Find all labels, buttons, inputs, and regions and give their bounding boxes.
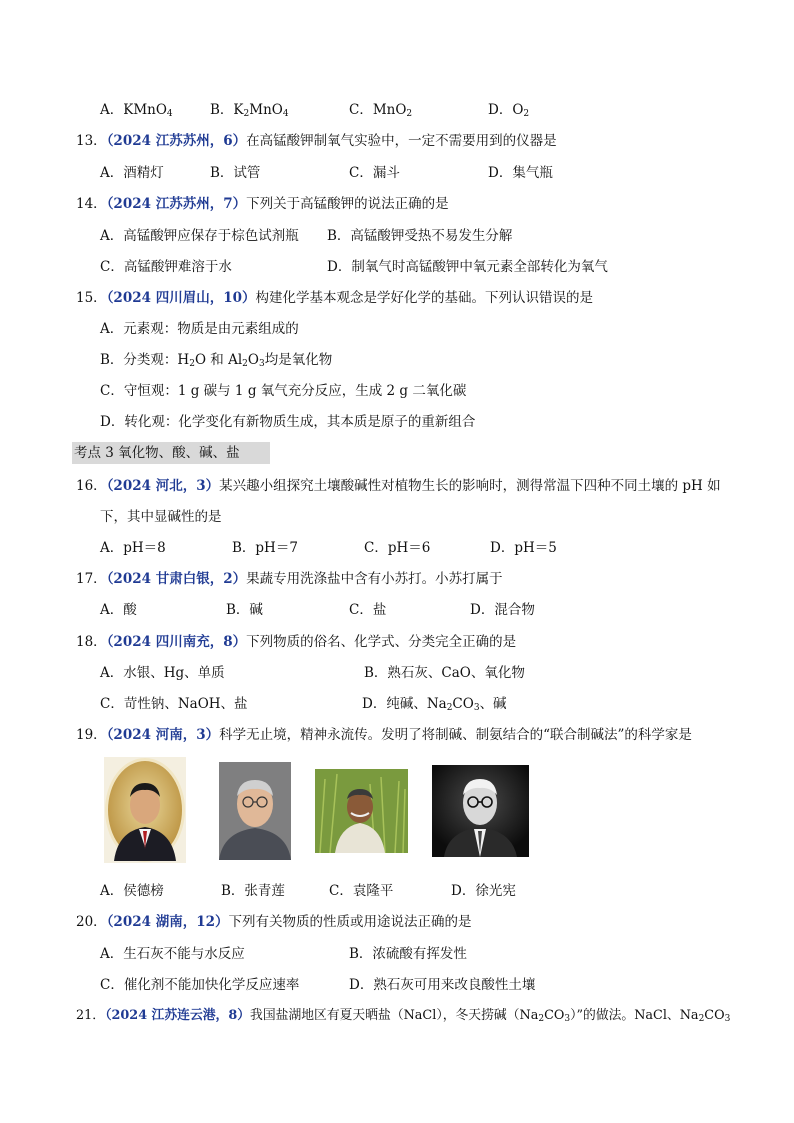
q15-stem: 15．（2024 四川眉山，10）构建化学基本观念是学好化学的基础。下列认识错误的是 [76,290,593,306]
q14-option-a: A．高锰酸钾应保存于棕色试剂瓶 [100,228,299,244]
q15-option-a: A．元素观：物质是由元素组成的 [100,321,299,337]
q18-option-d: D．纯碱、$Na_2CO_3$、碱 [362,696,507,713]
q19-option-a: A．侯德榜 [100,883,164,899]
q17-option-b: B．碱 [226,602,263,618]
q19-option-c: C．袁隆平 [329,883,394,899]
q20-option-b: B．浓硫酸有挥发性 [349,946,467,962]
q19-option-b: B．张青莲 [221,883,285,899]
q13-option-d: D．集气瓶 [488,165,553,181]
q16-option-a: A．pH＝8 [100,540,166,556]
q19-stem: 19．（2024 河南，3）科学无止境，精神永流传。发明了将制碱、制氨结合的“联合制碱法”的科学家是 [76,727,692,743]
q17-option-d: D．混合物 [470,602,535,618]
q13-option-c: C．漏斗 [349,165,400,181]
portrait-photo-a [104,757,186,863]
q12-option-d: D．$O_2$ [488,102,530,119]
q15-option-b: B．分类观：$H_2O$ 和 $Al_2O_3$均是氧化物 [100,352,333,369]
field-photo-c [315,769,408,853]
q17-option-a: A．酸 [100,602,137,618]
q13-stem: 13．（2024 江苏苏州，6）在高锰酸钾制氧气实验中，一定不需要用到的仪器是 [76,133,557,149]
section-header: 考点 3 氧化物、酸、碱、盐 [72,442,270,464]
q20-option-c: C．催化剂不能加快化学反应速率 [100,977,300,993]
q14-option-c: C．高锰酸钾难溶于水 [100,259,232,275]
q14-option-d: D．制氧气时高锰酸钾中氧元素全部转化为氧气 [327,259,608,275]
q12-option-c: C．MnO$_2$ [349,102,413,119]
q18-option-c: C．苛性钠、NaOH、盐 [100,696,248,712]
q16-option-c: C．pH＝6 [364,540,431,556]
portrait-photo-b [219,762,291,860]
q14-stem: 14．（2024 江苏苏州，7）下列关于高锰酸钾的说法正确的是 [76,196,449,212]
q18-option-b: B．熟石灰、CaO、氧化物 [364,665,525,681]
q16-stem-continued: 下，其中显碱性的是 [100,509,222,525]
q16-stem: 16．（2024 河北，3）某兴趣小组探究土壤酸碱性对植物生长的影响时，测得常温下四种不同土壤的 pH 如 [76,478,721,494]
q18-stem: 18．（2024 四川南充，8）下列物质的俗名、化学式、分类完全正确的是 [76,634,517,650]
q20-option-d: D．熟石灰可用来改良酸性土壤 [349,977,536,993]
q14-option-b: B．高锰酸钾受热不易发生分解 [327,228,513,244]
q20-stem: 20．（2024 湖南，12）下列有关物质的性质或用途说法正确的是 [76,914,472,930]
q21-stem: 21．（2024 江苏连云港，8）我国盐湖地区有夏天晒盐（NaCl），冬天捞碱$(Na_2CO_3)$”的做法。NaCl、$Na_2CO_3$ [76,1008,731,1024]
q13-option-a: A．酒精灯 [100,165,164,181]
q13-option-b: B．试管 [210,165,261,181]
q12-option-b: B．$K_2MnO_4$ [210,102,289,119]
q16-option-b: B．pH＝7 [232,540,298,556]
q12-option-a: A．KMnO$_4$ [100,102,173,119]
q17-stem: 17．（2024 甘肃白银，2）果蔬专用洗涤盐中含有小苏打。小苏打属于 [76,571,503,587]
q19-option-d: D．徐光宪 [451,883,516,899]
q16-option-d: D．pH＝5 [490,540,557,556]
q15-option-d: D．转化观：化学变化有新物质生成，其本质是原子的重新组合 [100,414,476,430]
portrait-photo-d [432,765,529,857]
q15-option-c: C．守恒观：1 g 碳与 1 g 氧气充分反应，生成 2 g 二氧化碳 [100,383,467,399]
q17-option-c: C．盐 [349,602,387,618]
q18-option-a: A．水银、Hg、单质 [100,665,225,681]
q20-option-a: A．生石灰不能与水反应 [100,946,245,962]
